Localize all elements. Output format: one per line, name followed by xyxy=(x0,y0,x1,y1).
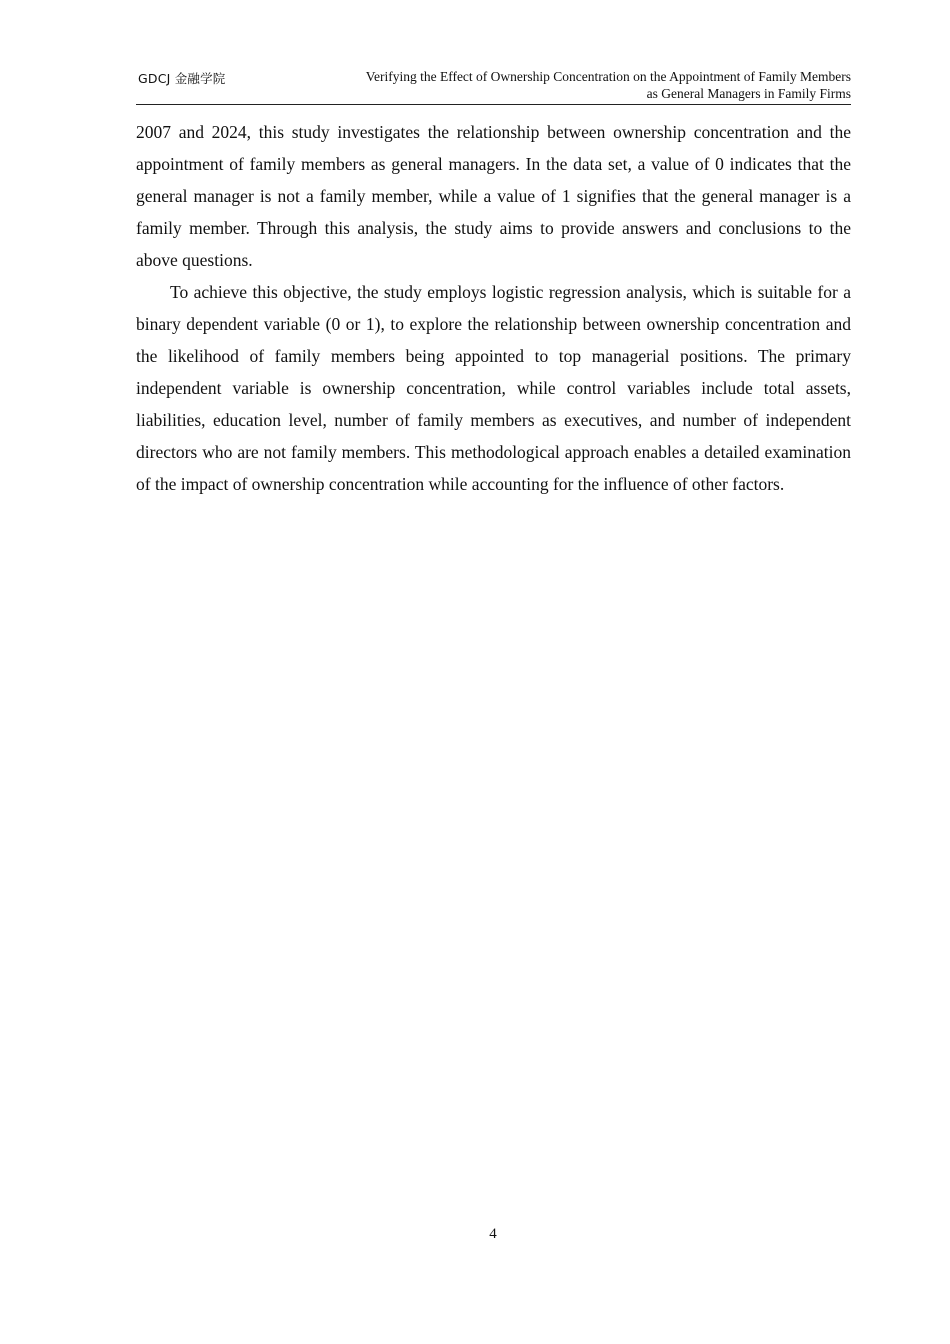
header-institution: GDCJ 金融学院 xyxy=(138,71,226,86)
page-number: 4 xyxy=(489,1226,497,1242)
paragraph-1: 2007 and 2024, this study investigates the relationship between ownership concentration and the appointment of family members as general managers. In the data set, a value of 0 indicates that the general manager is not a family member, while a value of 1 signifies that the general manager is a family member. Through this analysis, the study aims to provide answers and conclusions to the above questions. xyxy=(136,122,851,270)
page-header xyxy=(136,68,851,105)
body-text xyxy=(136,116,851,500)
paragraph-2: To achieve this objective, the study employs logistic regression analysis, which is suitable for a binary dependent variable (0 or 1), to explore the relationship between ownership concentration and the likelihood of family members being appointed to top managerial positions. The primary independent variable is ownership concentration, while control variables include total assets, liabilities, education level, number of family members as executives, and number of independent directors who are not family members. This methodological approach enables a detailed examination of the impact of ownership concentration while accounting for the influence of other factors. xyxy=(136,282,851,494)
header-title-line1: Verifying the Effect of Ownership Concentration on the Appointment of Family Members xyxy=(365,69,851,84)
header-title xyxy=(366,68,851,102)
header-title-line2: as General Managers in Family Firms xyxy=(646,86,851,101)
